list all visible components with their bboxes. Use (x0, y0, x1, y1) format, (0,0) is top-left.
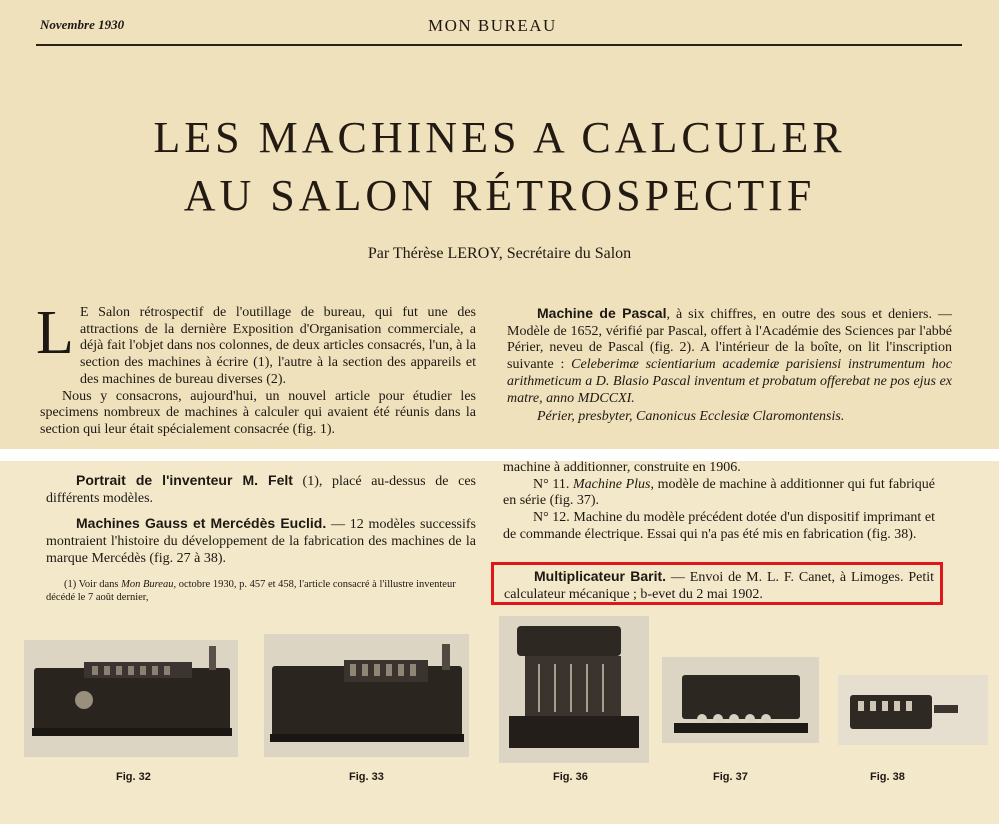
pascal-inscription: Celeberimæ scientiarium academiæ parisiensi instrumentum hoc arithmeticum a D. Blasio Pascal inventum et probatum offerebat ne pos ejus ex matre, anno MDCCXI. (507, 357, 953, 406)
barit-text: — Envoi de M. L. F. Canet, à Limoges. Petit calculateur mécanique ; b-evet du 2 mai 1902. (504, 570, 934, 602)
article-title-line-2: AU SALON RÉTROSPECTIF (183, 171, 816, 220)
fig-33-caption: Fig. 33 (349, 771, 384, 783)
intro-paragraph-2: Nous y consacrons, aujourd'hui, un nouvel article pour étudier les specimens nombreux de machines à calculer qui avaient été réunis dans la section qui leur était spécialement consacrée (fig. 1). (40, 388, 476, 437)
journal-name: MON BUREAU (428, 16, 557, 35)
article-title-line-1: LES MACHINES A CALCULER (153, 113, 846, 162)
pascal-signature: Périer, presbyter, Canonicus Ecclesiæ Claromontensis. (537, 409, 845, 425)
felt-text: (1), placé au-dessus de ces différents modèles. (46, 474, 476, 506)
gauss-heading: Machines Gauss et Mercédès Euclid. (76, 515, 327, 532)
pascal-heading: Machine de Pascal (537, 305, 667, 321)
pascal-text: , à six chiffres, en outre des sous et deniers. — Modèle de 1652, vérifié par Pascal, offert à l'Académie des Sciences par l'abbé Périer, neveu de Pascal (fig. 2). A l'intérieur de la boîte, on lit l'inscription suivante : (507, 307, 952, 373)
fig-32-caption: Fig. 32 (116, 771, 151, 783)
fig-36-caption: Fig. 36 (553, 771, 588, 783)
fig-37-caption: Fig. 37 (713, 771, 748, 783)
n11-entry: N° 11. Machine Plus, modèle de machine à additionner qui fut fabriqué en série (fig. 37). (503, 476, 935, 509)
fig-33-photo (264, 634, 469, 757)
intro-paragraph-1: E Salon rétrospectif de l'outillage de bureau, qui fut une des attractions de la dernière Exposition d'Organisation commerciale, a déjà fait l'objet dans nos colonnes, de deux articles consacrés, l'un, à la section des machines à écrire (1), l'autre à la section des appareils et des machines de bureau diverses (2). (80, 305, 476, 387)
footnote: (1) Voir dans Mon Bureau, octobre 1930, p. 457 et 458, l'article consacré à l'illustre inventeur décédé le 7 août dernier, (46, 579, 456, 603)
lower-left-column (46, 472, 476, 568)
machine-1906-line: machine à additionner, construite en 1906. (503, 460, 741, 475)
fig-37-photo (662, 657, 819, 743)
intro-text (40, 305, 476, 447)
lower-right-column (503, 460, 935, 544)
drop-cap: L (36, 299, 74, 367)
highlight-box (491, 562, 943, 605)
issue-date: Novembre 1930 (40, 17, 125, 32)
byline: Par Thérèse LEROY, Secrétaire du Salon (367, 245, 632, 262)
barit-heading: Multiplicateur Barit. (534, 568, 667, 584)
pascal-entry (507, 305, 952, 426)
header-rule (36, 44, 962, 46)
gauss-text: — 12 modèles successifs montraient l'histoire du développement de la fabrication des machines de la marque Mercédès (fig. 27 à 38). (46, 517, 476, 566)
felt-heading: Portrait de l'inventeur M. Felt (76, 472, 293, 488)
fig-38-photo (838, 675, 988, 745)
fig-38-caption: Fig. 38 (870, 771, 905, 783)
fig-32-photo (24, 640, 238, 757)
fig-36-photo (499, 616, 649, 763)
n12-entry: N° 12. Machine du modèle précédent dotée d'un dispositif imprimant et de commande électrique. Essai qui n'a pas été mis en fabrication (fig. 38). (503, 510, 935, 542)
